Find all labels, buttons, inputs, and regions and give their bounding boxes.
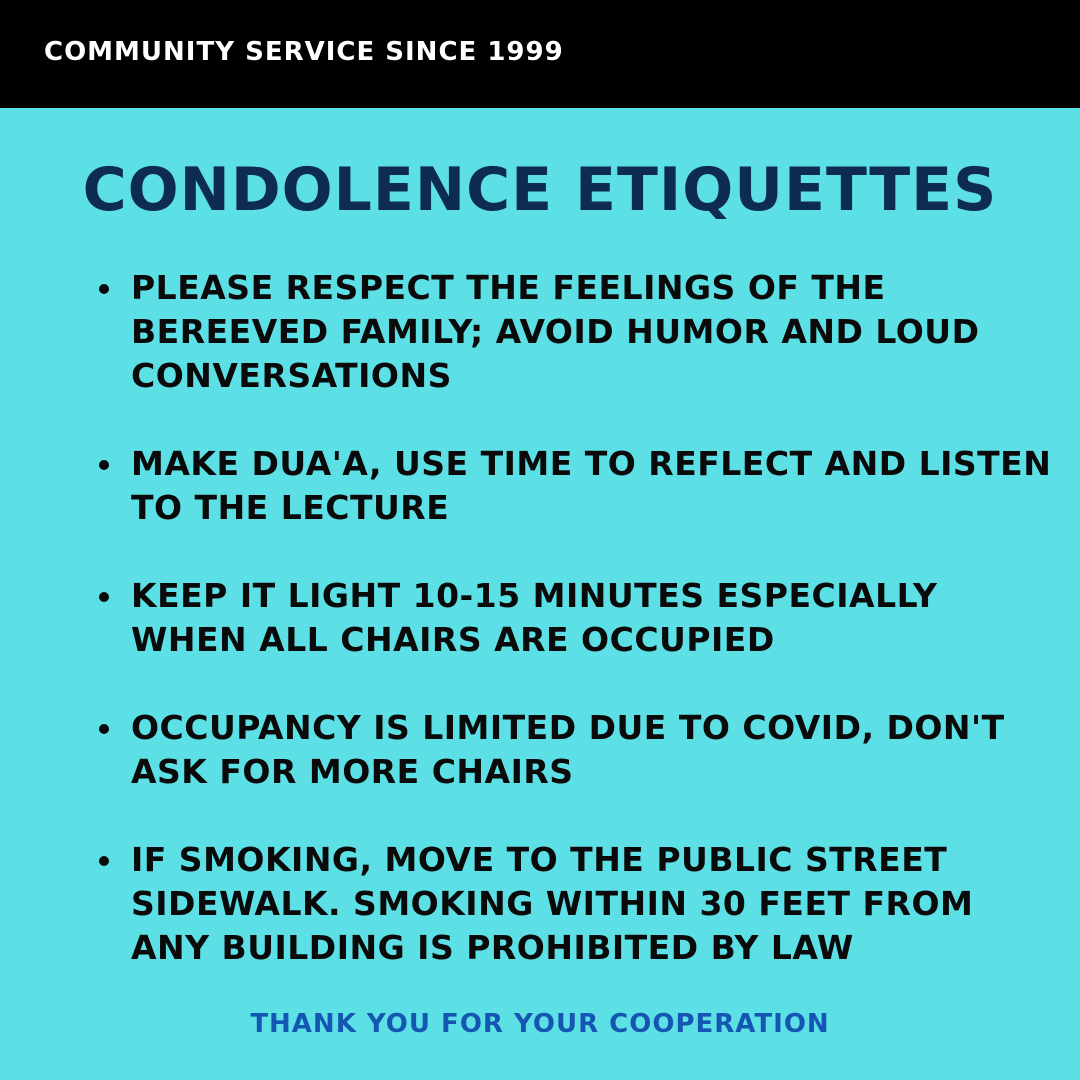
- tagline: COMMUNITY SERVICE SINCE 1999: [44, 37, 564, 67]
- list-item: [95, 442, 1055, 530]
- bullet-icon: [99, 460, 109, 470]
- list-item: [95, 266, 1055, 398]
- list-item: [95, 838, 1055, 970]
- etiquette-list: [95, 266, 1055, 970]
- page-title: CONDOLENCE ETIQUETTES: [82, 155, 998, 225]
- rule-text: KEEP IT LIGHT 10-15 MINUTES ESPECIALLY WHEN ALL CHAIRS ARE OCCUPIED: [131, 576, 938, 659]
- bullet-icon: [99, 284, 109, 294]
- thank-you-note: THANK YOU FOR YOUR COOPERATION: [250, 1009, 830, 1039]
- rule-text: OCCUPANCY IS LIMITED DUE TO COVID, DON'T ASK FOR MORE CHAIRS: [131, 708, 1005, 791]
- bullet-icon: [99, 724, 109, 734]
- rule-text: IF SMOKING, MOVE TO THE PUBLIC STREET SIDEWALK. SMOKING WITHIN 30 FEET FROM ANY BUILDING IS PROHIBITED BY LAW: [131, 840, 974, 967]
- bullet-icon: [99, 856, 109, 866]
- rule-text: MAKE DUA'A, USE TIME TO REFLECT AND LISTEN TO THE LECTURE: [131, 444, 1052, 527]
- list-item: [95, 574, 1055, 662]
- rule-text: PLEASE RESPECT THE FEELINGS OF THE BEREEVED FAMILY; AVOID HUMOR AND LOUD CONVERSATIONS: [131, 268, 980, 395]
- bullet-icon: [99, 592, 109, 602]
- list-item: [95, 706, 1055, 794]
- header-bar: [0, 0, 1080, 108]
